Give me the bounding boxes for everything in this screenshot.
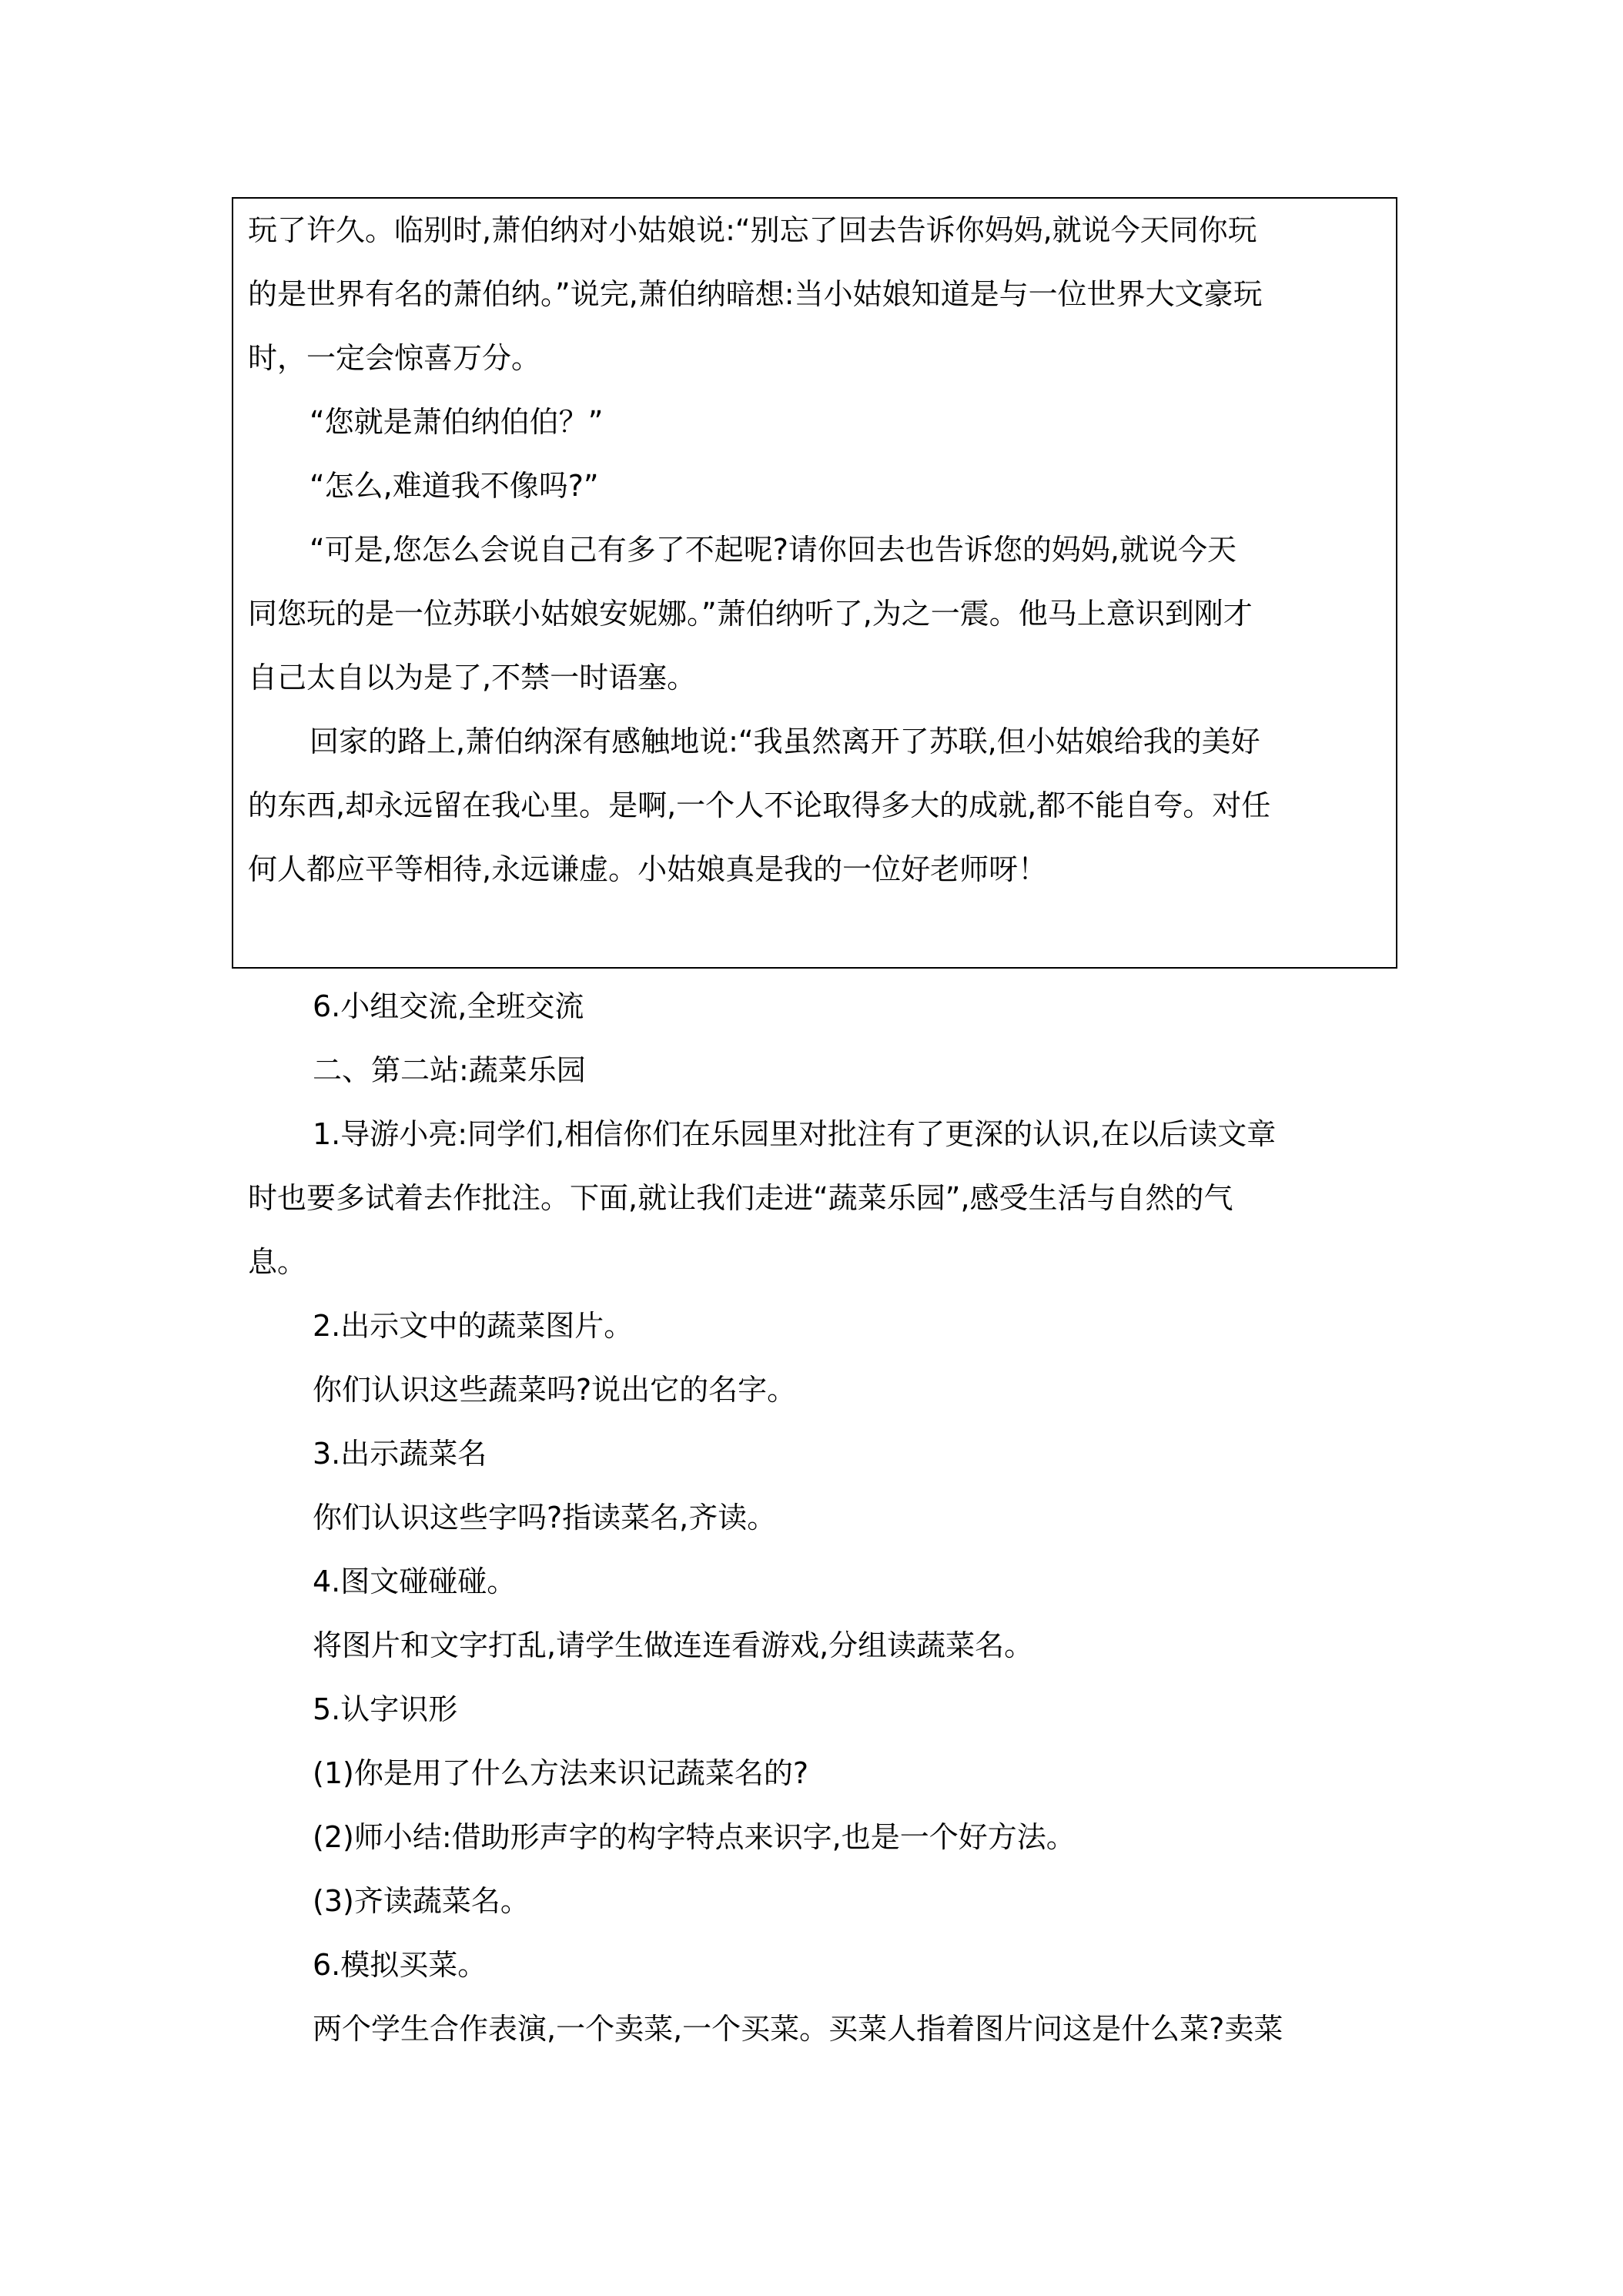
- step-1-line-3: 息。: [248, 1245, 307, 1279]
- section-two-heading: 二、第二站:蔬菜乐园: [313, 1053, 586, 1087]
- story-line-11: 何人都应平等相待,永远谦虚。小姑娘真是我的一位好老师呀！: [248, 852, 1048, 886]
- step-4-heading: 4.图文碰碰碰。: [313, 1565, 517, 1598]
- story-line-8: 自己太自以为是了,不禁一时语塞。: [248, 661, 697, 694]
- step-3-heading: 3.出示蔬菜名: [313, 1437, 487, 1471]
- story-line-10: 的东西,却永远留在我心里。是啊,一个人不论取得多大的成就,都不能自夸。对任: [248, 788, 1271, 822]
- story-line-7: 同您玩的是一位苏联小姑娘安妮娜。”萧伯纳听了,为之一震。他马上意识到刚才: [248, 597, 1253, 631]
- story-line-9: 回家的路上,萧伯纳深有感触地说:“我虽然离开了苏联,但小姑娘给我的美好: [310, 725, 1260, 758]
- step-4-text: 将图片和文字打乱,请学生做连连看游戏,分组读蔬菜名。: [313, 1628, 1034, 1662]
- step-5-item-2: (2)师小结:借助形声字的构字特点来识字,也是一个好方法。: [313, 1820, 1076, 1854]
- step-5-item-1: (1)你是用了什么方法来识记蔬菜名的?: [313, 1756, 808, 1790]
- story-line-1: 玩了许久。临别时,萧伯纳对小姑娘说:“别忘了回去告诉你妈妈,就说今天同你玩: [248, 213, 1257, 247]
- story-line-6: “可是,您怎么会说自己有多了不起呢?请你回去也告诉您的妈妈,就说今天: [310, 533, 1237, 567]
- step-2-text: 你们认识这些蔬菜吗?说出它的名字。: [313, 1373, 797, 1407]
- step-2-heading: 2.出示文中的蔬菜图片。: [313, 1309, 634, 1343]
- story-line-3: 时，一定会惊喜万分。: [248, 341, 541, 375]
- step-1-line-2: 时也要多试着去作批注。下面,就让我们走进“蔬菜乐园”,感受生活与自然的气: [248, 1181, 1233, 1215]
- step-6b-text: 两个学生合作表演,一个卖菜,一个买菜。买菜人指着图片问这是什么菜?卖菜: [313, 2012, 1283, 2046]
- step-6-heading: 6.小组交流,全班交流: [313, 989, 584, 1023]
- step-1-line-1: 1.导游小亮:同学们,相信你们在乐园里对批注有了更深的认识,在以后读文章: [313, 1117, 1277, 1151]
- story-line-4: “您就是萧伯纳伯伯？”: [310, 405, 604, 439]
- step-3-text: 你们认识这些字吗?指读菜名,齐读。: [313, 1501, 777, 1535]
- step-6b-heading: 6.模拟买菜。: [313, 1948, 487, 1982]
- step-5-item-3: (3)齐读蔬菜名。: [313, 1884, 530, 1918]
- story-line-2: 的是世界有名的萧伯纳。”说完,萧伯纳暗想:当小姑娘知道是与一位世界大文豪玩: [248, 277, 1263, 311]
- step-5-heading: 5.认字识形: [313, 1692, 458, 1726]
- story-line-5: “怎么,难道我不像吗?”: [310, 469, 599, 503]
